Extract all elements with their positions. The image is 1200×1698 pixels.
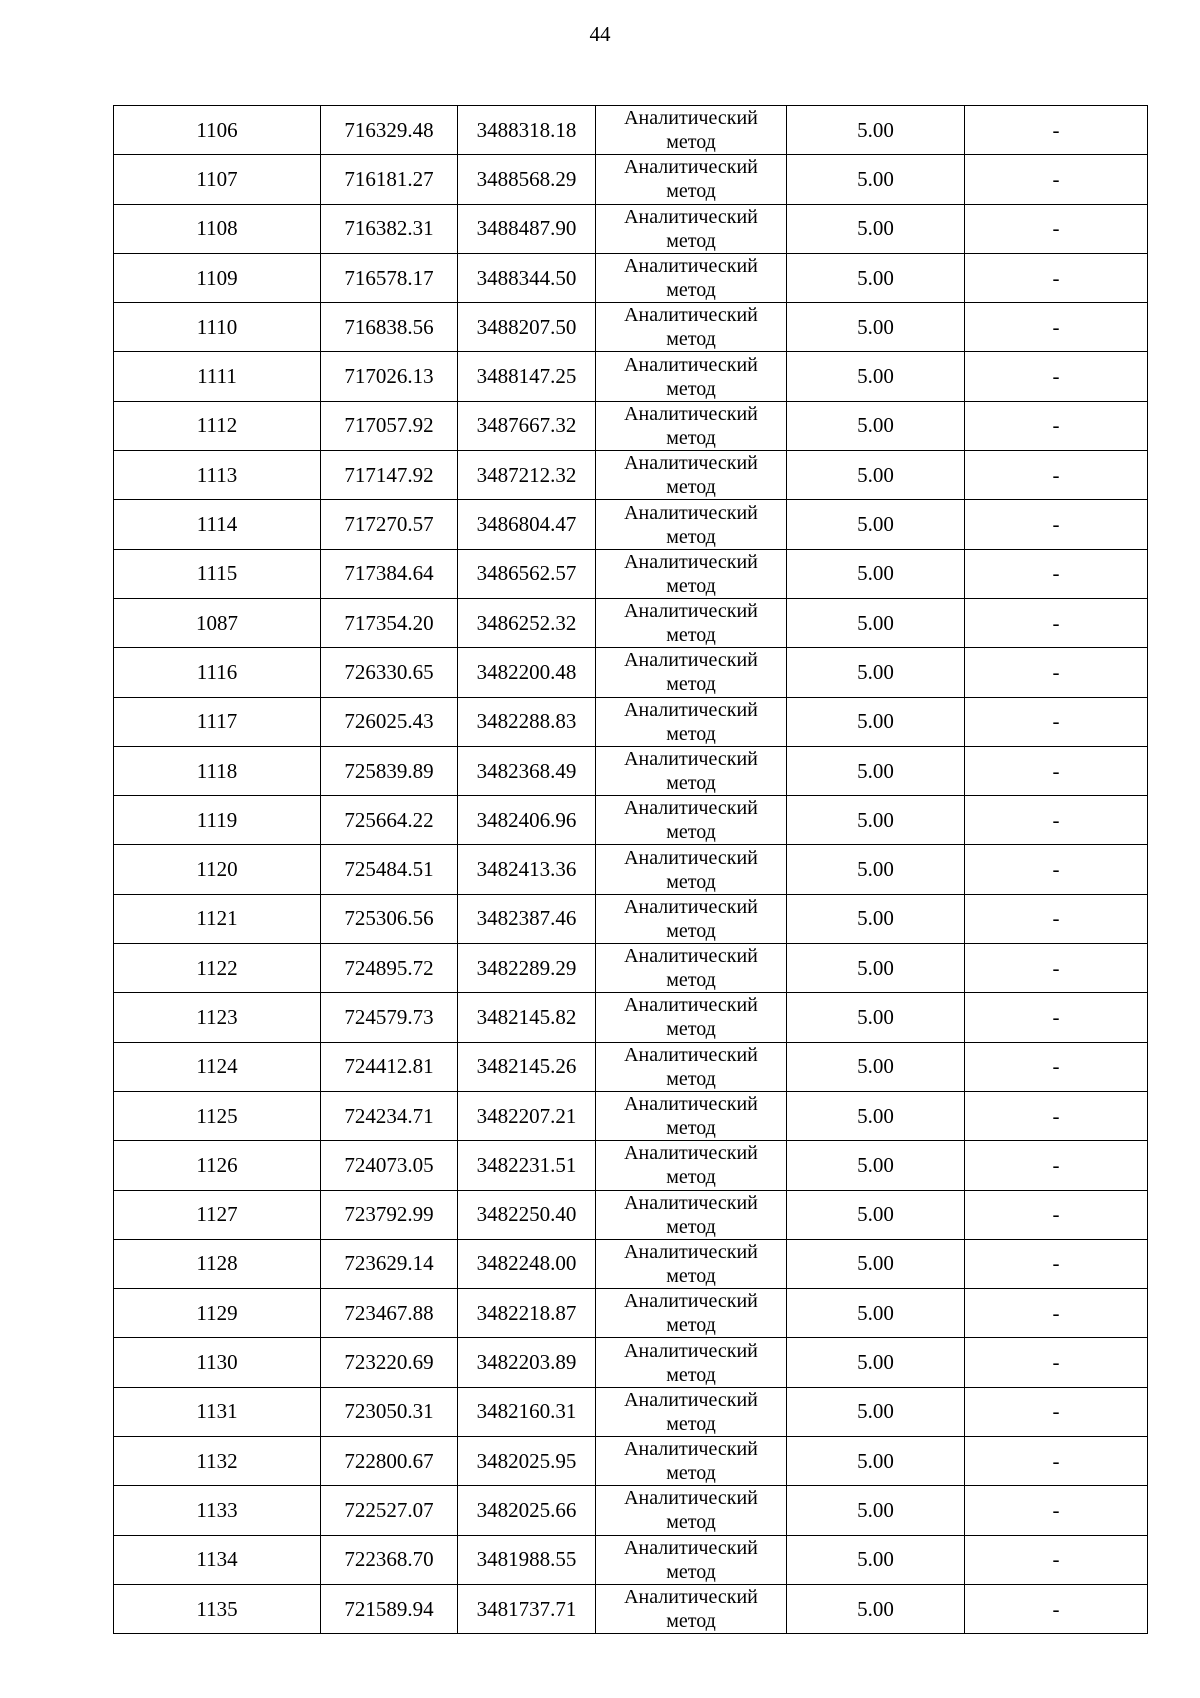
accuracy-cell: 5.00 [787,1437,965,1486]
accuracy-cell: 5.00 [787,500,965,549]
note-cell: - [965,598,1148,647]
x-coordinate-cell: 724234.71 [321,1091,458,1140]
note-cell: - [965,894,1148,943]
method-line: Аналитический [624,1093,758,1116]
method-line: Аналитический [624,1142,758,1165]
point-id-cell: 1112 [114,401,321,450]
table-row [114,1535,1148,1584]
y-coordinate-cell: 3488568.29 [458,155,596,204]
method-line: Аналитический [624,402,758,425]
method-line: метод [666,722,716,745]
method-cell [596,303,787,352]
y-coordinate-cell: 3482207.21 [458,1091,596,1140]
table-row [114,796,1148,845]
point-id-cell: 1122 [114,944,321,993]
x-coordinate-cell: 721589.94 [321,1584,458,1633]
method-cell [596,1091,787,1140]
accuracy-cell: 5.00 [787,1387,965,1436]
y-coordinate-cell: 3481988.55 [458,1535,596,1584]
x-coordinate-cell: 722800.67 [321,1437,458,1486]
point-id-cell: 1115 [114,549,321,598]
point-id-cell: 1123 [114,993,321,1042]
method-line: Аналитический [624,550,758,573]
accuracy-cell: 5.00 [787,894,965,943]
method-cell [596,944,787,993]
x-coordinate-cell: 723467.88 [321,1289,458,1338]
note-cell: - [965,451,1148,500]
point-id-cell: 1125 [114,1091,321,1140]
x-coordinate-cell: 724073.05 [321,1141,458,1190]
method-line: метод [666,870,716,893]
coordinates-table [113,105,1148,1634]
accuracy-cell: 5.00 [787,796,965,845]
x-coordinate-cell: 724895.72 [321,944,458,993]
note-cell: - [965,253,1148,302]
method-line: Аналитический [624,1290,758,1313]
y-coordinate-cell: 3482025.95 [458,1437,596,1486]
method-line: Аналитический [624,1438,758,1461]
x-coordinate-cell: 716181.27 [321,155,458,204]
method-cell [596,500,787,549]
y-coordinate-cell: 3482160.31 [458,1387,596,1436]
method-cell [596,352,787,401]
point-id-cell: 1120 [114,845,321,894]
y-coordinate-cell: 3482368.49 [458,746,596,795]
method-line: Аналитический [624,797,758,820]
method-cell [596,993,787,1042]
method-cell [596,1338,787,1387]
x-coordinate-cell: 723629.14 [321,1239,458,1288]
y-coordinate-cell: 3486562.57 [458,549,596,598]
y-coordinate-cell: 3482250.40 [458,1190,596,1239]
table-row [114,1338,1148,1387]
y-coordinate-cell: 3482145.26 [458,1042,596,1091]
note-cell: - [965,352,1148,401]
y-coordinate-cell: 3487667.32 [458,401,596,450]
y-coordinate-cell: 3482289.29 [458,944,596,993]
method-line: метод [666,574,716,597]
x-coordinate-cell: 722527.07 [321,1486,458,1535]
method-cell [596,1387,787,1436]
note-cell: - [965,155,1148,204]
accuracy-cell: 5.00 [787,204,965,253]
method-line: Аналитический [624,501,758,524]
accuracy-cell: 5.00 [787,303,965,352]
table-row [114,1584,1148,1633]
point-id-cell: 1121 [114,894,321,943]
accuracy-cell: 5.00 [787,944,965,993]
y-coordinate-cell: 3482025.66 [458,1486,596,1535]
point-id-cell: 1128 [114,1239,321,1288]
note-cell: - [965,401,1148,450]
method-cell [596,648,787,697]
method-line: метод [666,673,716,696]
point-id-cell: 1114 [114,500,321,549]
point-id-cell: 1133 [114,1486,321,1535]
x-coordinate-cell: 717270.57 [321,500,458,549]
method-line: метод [666,328,716,351]
x-coordinate-cell: 717354.20 [321,598,458,647]
y-coordinate-cell: 3488147.25 [458,352,596,401]
y-coordinate-cell: 3488207.50 [458,303,596,352]
method-cell [596,204,787,253]
point-id-cell: 1119 [114,796,321,845]
method-line: метод [666,919,716,942]
method-line: Аналитический [624,846,758,869]
method-line: метод [666,426,716,449]
note-cell: - [965,944,1148,993]
note-cell: - [965,204,1148,253]
y-coordinate-cell: 3482288.83 [458,697,596,746]
method-line: метод [666,1511,716,1534]
method-line: Аналитический [624,895,758,918]
point-id-cell: 1130 [114,1338,321,1387]
x-coordinate-cell: 724412.81 [321,1042,458,1091]
method-cell [596,1289,787,1338]
coordinates-table-body [114,106,1148,1634]
x-coordinate-cell: 717384.64 [321,549,458,598]
method-line: Аналитический [624,994,758,1017]
point-id-cell: 1116 [114,648,321,697]
method-line: Аналитический [624,748,758,770]
note-cell: - [965,1239,1148,1288]
x-coordinate-cell: 723050.31 [321,1387,458,1436]
x-coordinate-cell: 717057.92 [321,401,458,450]
x-coordinate-cell: 717026.13 [321,352,458,401]
table-row [114,352,1148,401]
page-number: 44 [589,22,611,46]
accuracy-cell: 5.00 [787,352,965,401]
accuracy-cell: 5.00 [787,845,965,894]
table-row [114,253,1148,302]
y-coordinate-cell: 3486804.47 [458,500,596,549]
point-id-cell: 1126 [114,1141,321,1190]
accuracy-cell: 5.00 [787,1338,965,1387]
note-cell: - [965,1387,1148,1436]
method-line: метод [666,1610,716,1633]
method-cell [596,598,787,647]
accuracy-cell: 5.00 [787,401,965,450]
table-row [114,106,1148,155]
note-cell: - [965,845,1148,894]
method-line: метод [666,1067,716,1090]
method-line: метод [666,180,716,203]
table-row [114,1190,1148,1239]
method-cell [596,1190,787,1239]
note-cell: - [965,1141,1148,1190]
method-line: Аналитический [624,205,758,228]
accuracy-cell: 5.00 [787,1486,965,1535]
method-line: метод [666,624,716,647]
accuracy-cell: 5.00 [787,155,965,204]
accuracy-cell: 5.00 [787,1239,965,1288]
method-line: Аналитический [624,156,758,179]
method-cell [596,155,787,204]
table-row [114,204,1148,253]
method-line: Аналитический [624,304,758,327]
x-coordinate-cell: 725484.51 [321,845,458,894]
table-row [114,894,1148,943]
method-line: метод [666,1560,716,1583]
x-coordinate-cell: 725664.22 [321,796,458,845]
table-row [114,1141,1148,1190]
y-coordinate-cell: 3482406.96 [458,796,596,845]
point-id-cell: 1087 [114,598,321,647]
note-cell: - [965,796,1148,845]
note-cell: - [965,1190,1148,1239]
method-line: Аналитический [624,1339,758,1362]
y-coordinate-cell: 3482231.51 [458,1141,596,1190]
y-coordinate-cell: 3482413.36 [458,845,596,894]
accuracy-cell: 5.00 [787,746,965,795]
note-cell: - [965,1042,1148,1091]
table-row [114,1289,1148,1338]
accuracy-cell: 5.00 [787,253,965,302]
point-id-cell: 1129 [114,1289,321,1338]
note-cell: - [965,648,1148,697]
table-row [114,993,1148,1042]
point-id-cell: 1117 [114,697,321,746]
method-cell [596,746,787,795]
method-line: Аналитический [624,1586,758,1609]
method-cell [596,894,787,943]
point-id-cell: 1107 [114,155,321,204]
x-coordinate-cell: 723220.69 [321,1338,458,1387]
method-cell [596,253,787,302]
method-line: метод [666,1412,716,1435]
method-line: Аналитический [624,1388,758,1411]
method-line: Аналитический [624,1043,758,1066]
table-row [114,303,1148,352]
x-coordinate-cell: 725306.56 [321,894,458,943]
table-row [114,1387,1148,1436]
method-line: метод [666,1363,716,1386]
y-coordinate-cell: 3482387.46 [458,894,596,943]
method-line: метод [666,1215,716,1238]
x-coordinate-cell: 723792.99 [321,1190,458,1239]
accuracy-cell: 5.00 [787,1584,965,1633]
table-row [114,944,1148,993]
point-id-cell: 1124 [114,1042,321,1091]
method-line: метод [666,1462,716,1485]
note-cell: - [965,106,1148,155]
note-cell: - [965,697,1148,746]
table-row [114,1042,1148,1091]
y-coordinate-cell: 3481737.71 [458,1584,596,1633]
x-coordinate-cell: 716329.48 [321,106,458,155]
table-row [114,1239,1148,1288]
method-cell [596,1535,787,1584]
accuracy-cell: 5.00 [787,598,965,647]
method-line: Аналитический [624,698,758,721]
method-line: Аналитический [624,1240,758,1263]
point-id-cell: 1113 [114,451,321,500]
table-row [114,1486,1148,1535]
y-coordinate-cell: 3487212.32 [458,451,596,500]
method-line: метод [666,377,716,400]
method-cell [596,401,787,450]
y-coordinate-cell: 3482145.82 [458,993,596,1042]
note-cell: - [965,500,1148,549]
accuracy-cell: 5.00 [787,697,965,746]
table-row [114,1437,1148,1486]
method-cell [596,1042,787,1091]
x-coordinate-cell: 724579.73 [321,993,458,1042]
accuracy-cell: 5.00 [787,1535,965,1584]
point-id-cell: 1131 [114,1387,321,1436]
note-cell: - [965,1535,1148,1584]
accuracy-cell: 5.00 [787,648,965,697]
x-coordinate-cell: 726330.65 [321,648,458,697]
note-cell: - [965,1091,1148,1140]
method-line: метод [666,1314,716,1337]
note-cell: - [965,303,1148,352]
method-line: метод [666,1117,716,1140]
method-line: Аналитический [624,600,758,623]
y-coordinate-cell: 3486252.32 [458,598,596,647]
note-cell: - [965,1289,1148,1338]
method-cell [596,1437,787,1486]
y-coordinate-cell: 3482248.00 [458,1239,596,1288]
method-line: метод [666,131,716,154]
table-row [114,598,1148,647]
x-coordinate-cell: 725839.89 [321,746,458,795]
table-row [114,697,1148,746]
point-id-cell: 1134 [114,1535,321,1584]
point-id-cell: 1111 [114,352,321,401]
method-line: Аналитический [624,1487,758,1510]
y-coordinate-cell: 3482203.89 [458,1338,596,1387]
accuracy-cell: 5.00 [787,1289,965,1338]
y-coordinate-cell: 3488344.50 [458,253,596,302]
method-line: Аналитический [624,353,758,376]
method-line: Аналитический [624,1536,758,1559]
y-coordinate-cell: 3488318.18 [458,106,596,155]
note-cell: - [965,993,1148,1042]
method-line: метод [666,279,716,302]
method-cell [596,796,787,845]
method-cell [596,549,787,598]
method-line: метод [666,1018,716,1041]
point-id-cell: 1127 [114,1190,321,1239]
x-coordinate-cell: 726025.43 [321,697,458,746]
point-id-cell: 1108 [114,204,321,253]
method-line: Аналитический [624,1191,758,1214]
point-id-cell: 1106 [114,106,321,155]
note-cell: - [965,1338,1148,1387]
accuracy-cell: 5.00 [787,106,965,155]
method-line: метод [666,772,716,794]
table-row [114,451,1148,500]
y-coordinate-cell: 3482218.87 [458,1289,596,1338]
note-cell: - [965,1584,1148,1633]
x-coordinate-cell: 716382.31 [321,204,458,253]
note-cell: - [965,1437,1148,1486]
method-line: метод [666,1166,716,1189]
method-cell [596,845,787,894]
y-coordinate-cell: 3488487.90 [458,204,596,253]
y-coordinate-cell: 3482200.48 [458,648,596,697]
accuracy-cell: 5.00 [787,549,965,598]
method-cell [596,1141,787,1190]
note-cell: - [965,549,1148,598]
method-cell [596,1584,787,1633]
method-line: Аналитический [624,255,758,278]
point-id-cell: 1118 [114,746,321,795]
method-cell [596,1239,787,1288]
method-line: Аналитический [624,649,758,672]
method-line: метод [666,1264,716,1287]
accuracy-cell: 5.00 [787,1190,965,1239]
accuracy-cell: 5.00 [787,451,965,500]
table-row [114,1091,1148,1140]
method-cell [596,1486,787,1535]
method-cell [596,451,787,500]
method-line: метод [666,229,716,252]
method-line: Аналитический [624,452,758,475]
table-row [114,549,1148,598]
method-cell [596,106,787,155]
method-cell [596,697,787,746]
method-line: метод [666,476,716,499]
note-cell: - [965,1486,1148,1535]
table-row [114,648,1148,697]
x-coordinate-cell: 716578.17 [321,253,458,302]
point-id-cell: 1109 [114,253,321,302]
x-coordinate-cell: 716838.56 [321,303,458,352]
method-line: Аналитический [624,945,758,968]
point-id-cell: 1132 [114,1437,321,1486]
table-row [114,500,1148,549]
point-id-cell: 1135 [114,1584,321,1633]
table-row [114,746,1148,795]
x-coordinate-cell: 717147.92 [321,451,458,500]
method-line: метод [666,969,716,992]
point-id-cell: 1110 [114,303,321,352]
table-row [114,845,1148,894]
method-line: метод [666,525,716,548]
accuracy-cell: 5.00 [787,993,965,1042]
accuracy-cell: 5.00 [787,1091,965,1140]
method-line: Аналитический [624,107,758,130]
note-cell: - [965,746,1148,795]
table-row [114,401,1148,450]
table-row [114,155,1148,204]
x-coordinate-cell: 722368.70 [321,1535,458,1584]
accuracy-cell: 5.00 [787,1141,965,1190]
accuracy-cell: 5.00 [787,1042,965,1091]
method-line: метод [666,821,716,844]
